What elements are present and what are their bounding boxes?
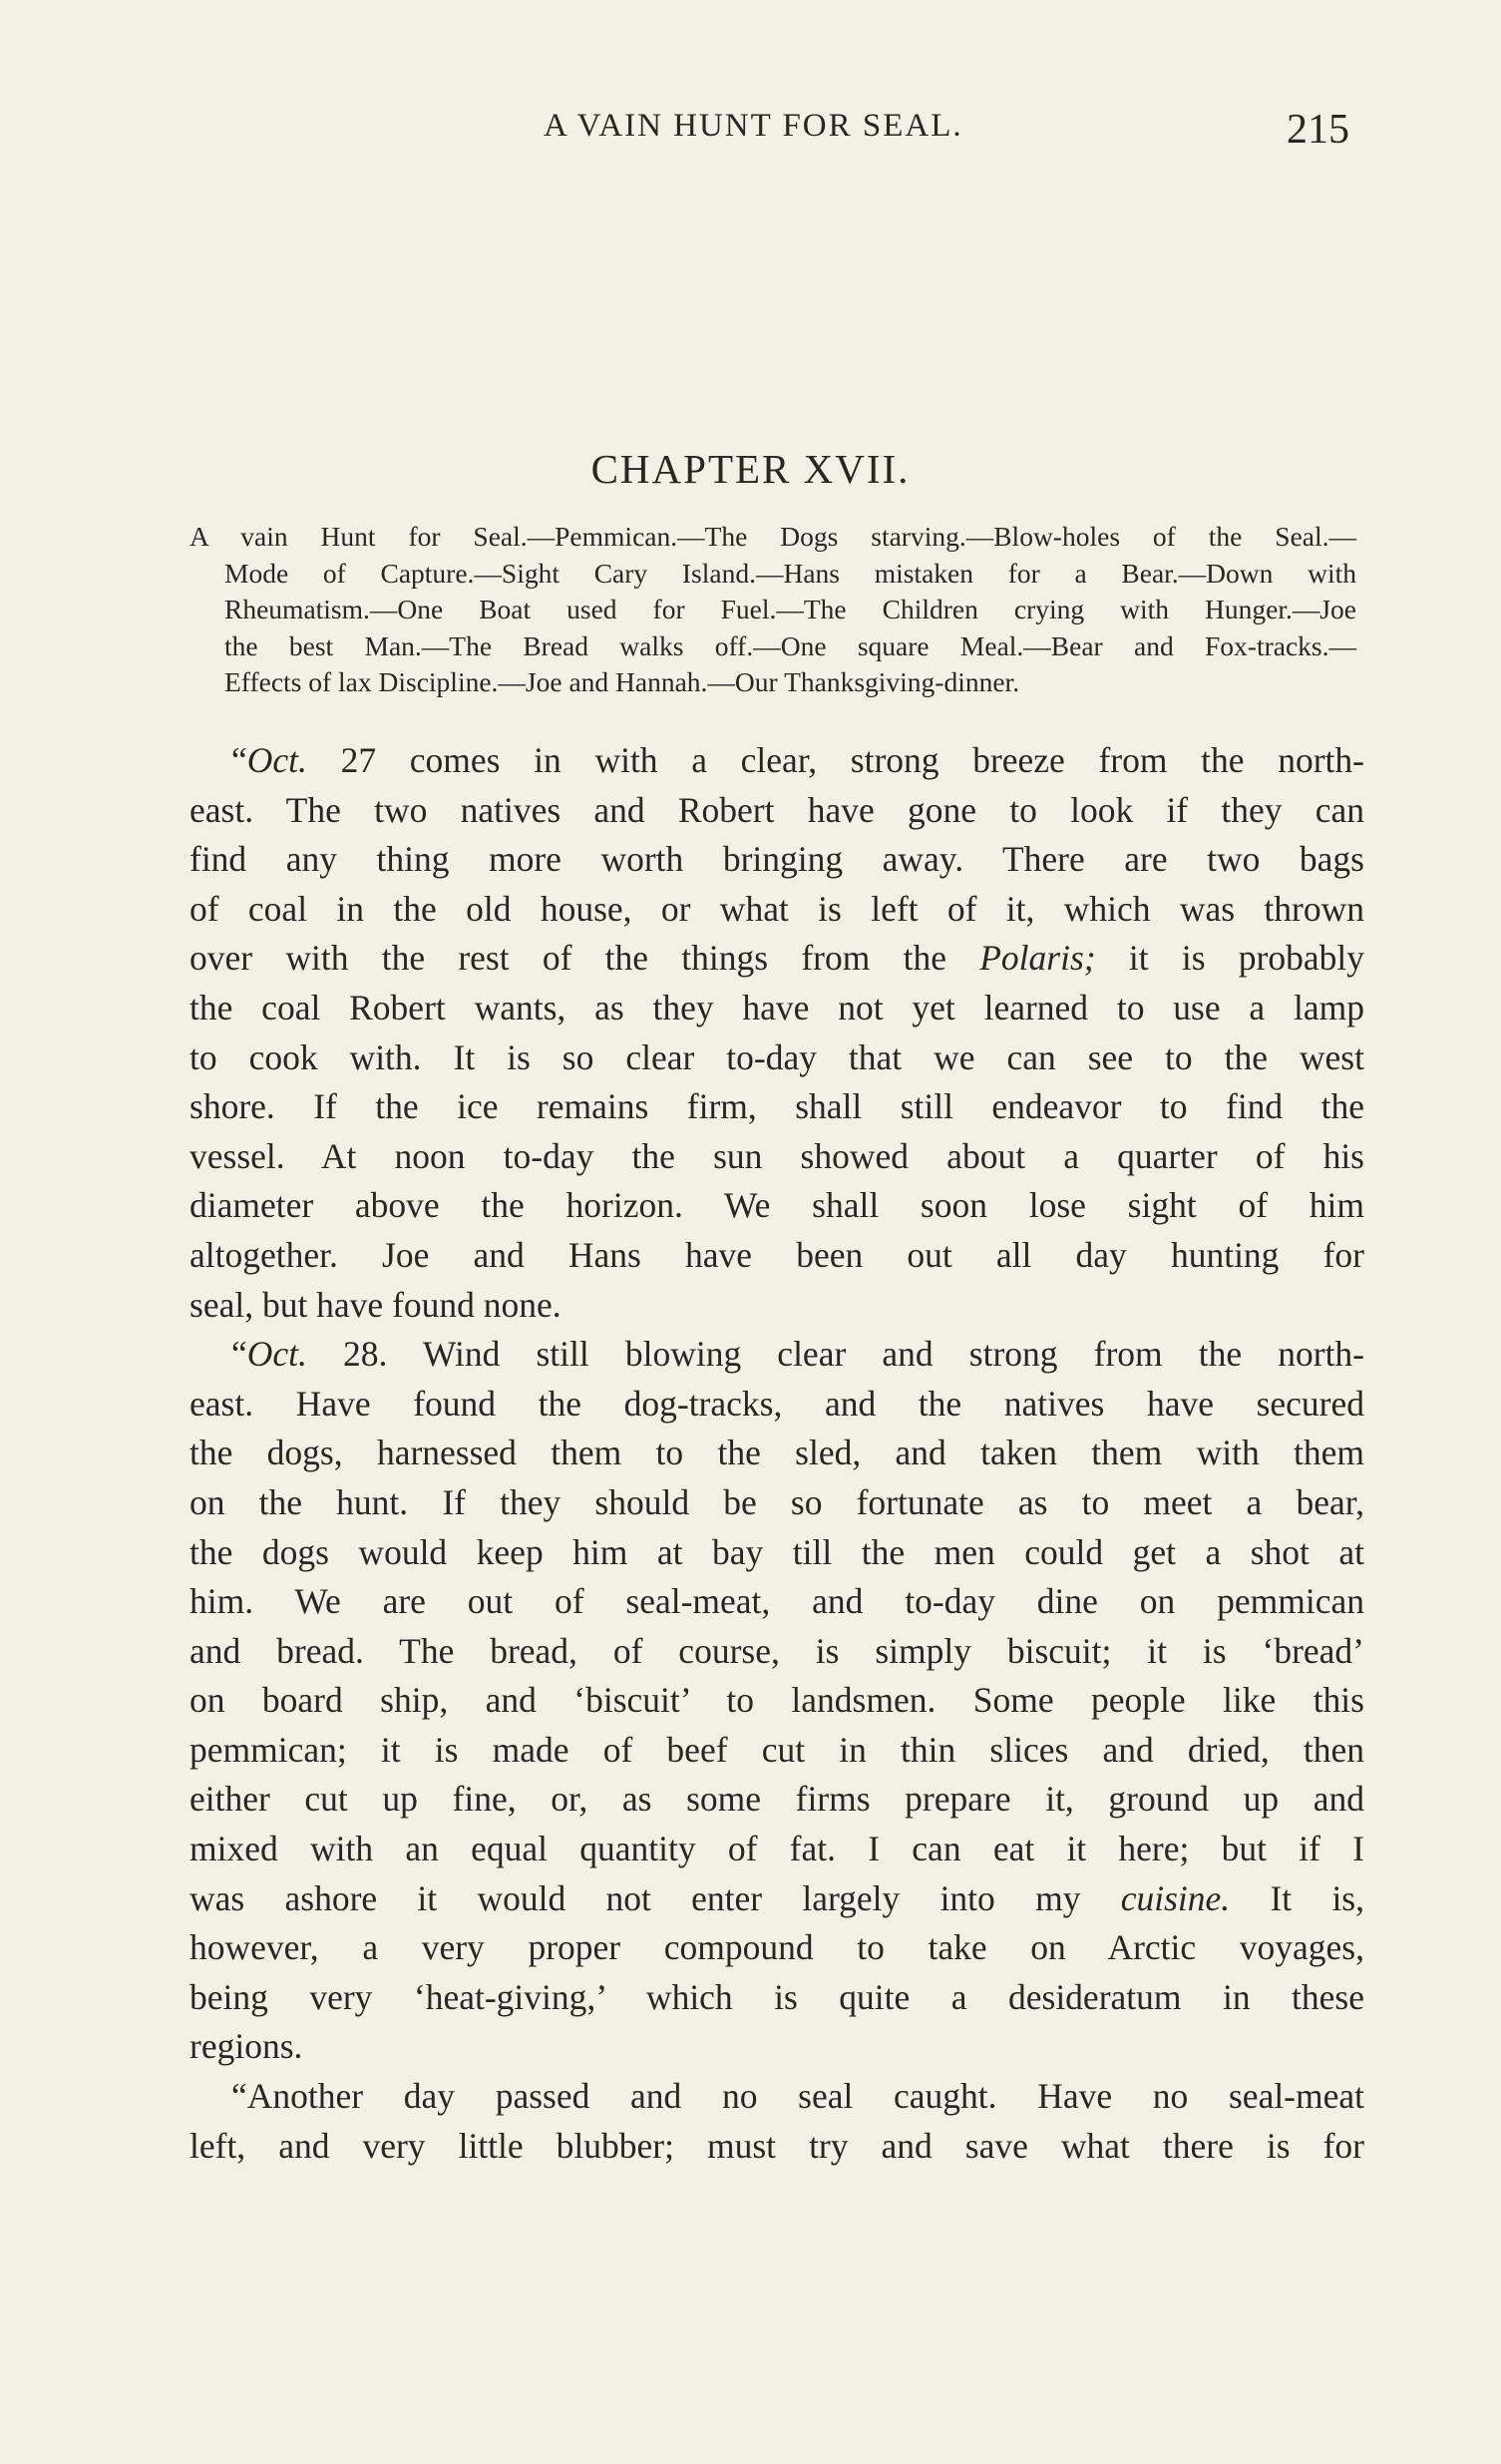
open-quote: “	[231, 1334, 247, 1375]
line-text: was ashore it would not enter largely into my	[189, 1877, 1121, 1918]
line-text: over with the rest of the things from the	[189, 938, 980, 979]
running-head	[0, 108, 1501, 168]
chapter-heading: CHAPTER XVII.	[590, 446, 911, 492]
body-line: east. Have found the dog-tracks, and the natives have secured	[189, 1383, 1364, 1424]
body-line	[189, 934, 1364, 984]
date-abbrev: Oct.	[246, 1334, 307, 1375]
body-line: on the hunt. If they should be so fortunate as to meet a bear,	[189, 1481, 1364, 1522]
body-line: either cut up fine, or, as some firms prepare it, ground up and	[189, 1779, 1364, 1820]
page-number: 215	[1287, 107, 1349, 153]
body-line: diameter above the horizon. We shall soon lose sight of him	[189, 1185, 1364, 1226]
synopsis-line: Rheumatism.—One Boat used for Fuel.—The Children crying with Hunger.—Joe	[224, 594, 1356, 624]
body-text	[189, 736, 1364, 2171]
body-line: mixed with an equal quantity of fat. I can eat it here; but if I	[189, 1829, 1364, 1869]
synopsis-line: the best Man.—The Bread walks off.—One square Meal.—Bear and Fox-tracks.—	[224, 629, 1356, 661]
line-text: It is,	[1230, 1877, 1364, 1918]
italic-word: cuisine.	[1120, 1877, 1231, 1918]
body-line: him. We are out of seal-meat, and to-day dine on pemmican	[189, 1581, 1364, 1622]
body-line: shore. If the ice remains firm, shall still endeavor to find the	[189, 1086, 1364, 1127]
line-text: 28. Wind still blowing clear and strong from the north-	[306, 1334, 1364, 1375]
open-quote: “	[231, 740, 247, 780]
chapter-synopsis	[189, 519, 1356, 701]
body-line: vessel. At noon to-day the sun showed about a quarter of his	[189, 1135, 1364, 1176]
body-line: on board ship, and ‘biscuit’ to landsmen. Some people like this	[189, 1680, 1364, 1721]
ship-name: Polaris;	[979, 938, 1096, 979]
body-line: altogether. Joe and Hans have been out all day hunting for	[189, 1234, 1364, 1275]
body-line: and bread. The bread, of course, is simply biscuit; it is ‘bread’	[189, 1630, 1364, 1671]
body-line: seal, but have found none.	[189, 1284, 562, 1325]
line-text: 27 comes in with a clear, strong breeze from the north-	[306, 740, 1364, 780]
line-text: it is probably	[1095, 938, 1364, 979]
body-line: left, and very little blubber; must try and save what there is for	[189, 2125, 1364, 2166]
body-line: find any thing more worth bringing away. There are two bags	[189, 839, 1364, 880]
body-line: the coal Robert wants, as they have not yet learned to use a lamp	[189, 987, 1364, 1027]
body-line: the dogs, harnessed them to the sled, and taken them with them	[189, 1433, 1364, 1473]
body-line: to cook with. It is so clear to-day that we can see to the west	[189, 1036, 1364, 1077]
body-line: being very ‘heat-giving,’ which is quite a desideratum in these	[189, 1976, 1364, 2017]
body-line: regions.	[189, 2026, 303, 2067]
body-line: pemmican; it is made of beef cut in thin slices and dried, then	[189, 1729, 1364, 1770]
running-head-title: A VAIN HUNT FOR SEAL.	[544, 108, 963, 144]
body-line: east. The two natives and Robert have gone to look if they can	[189, 789, 1364, 830]
body-line: the dogs would keep him at bay till the men could get a shot at	[189, 1531, 1364, 1572]
body-line	[189, 736, 1364, 786]
synopsis-line: Mode of Capture.—Sight Cary Island.—Hans mistaken for a Bear.—Down with	[224, 557, 1356, 589]
date-abbrev: Oct.	[246, 740, 307, 780]
synopsis-line: Effects of lax Discipline.—Joe and Hannah.—Our Thanksgiving-dinner.	[224, 666, 1020, 697]
body-line	[189, 1874, 1364, 1924]
body-line: of coal in the old house, or what is left of it, which was thrown	[189, 888, 1364, 929]
synopsis-line: A vain Hunt for Seal.—Pemmican.—The Dogs starving.—Blow-holes of the Seal.—	[189, 521, 1356, 552]
body-line: however, a very proper compound to take on Arctic voyages,	[189, 1927, 1364, 1968]
body-line: “Another day passed and no seal caught. Have no seal-meat	[231, 2076, 1364, 2117]
body-line	[189, 1330, 1364, 1380]
